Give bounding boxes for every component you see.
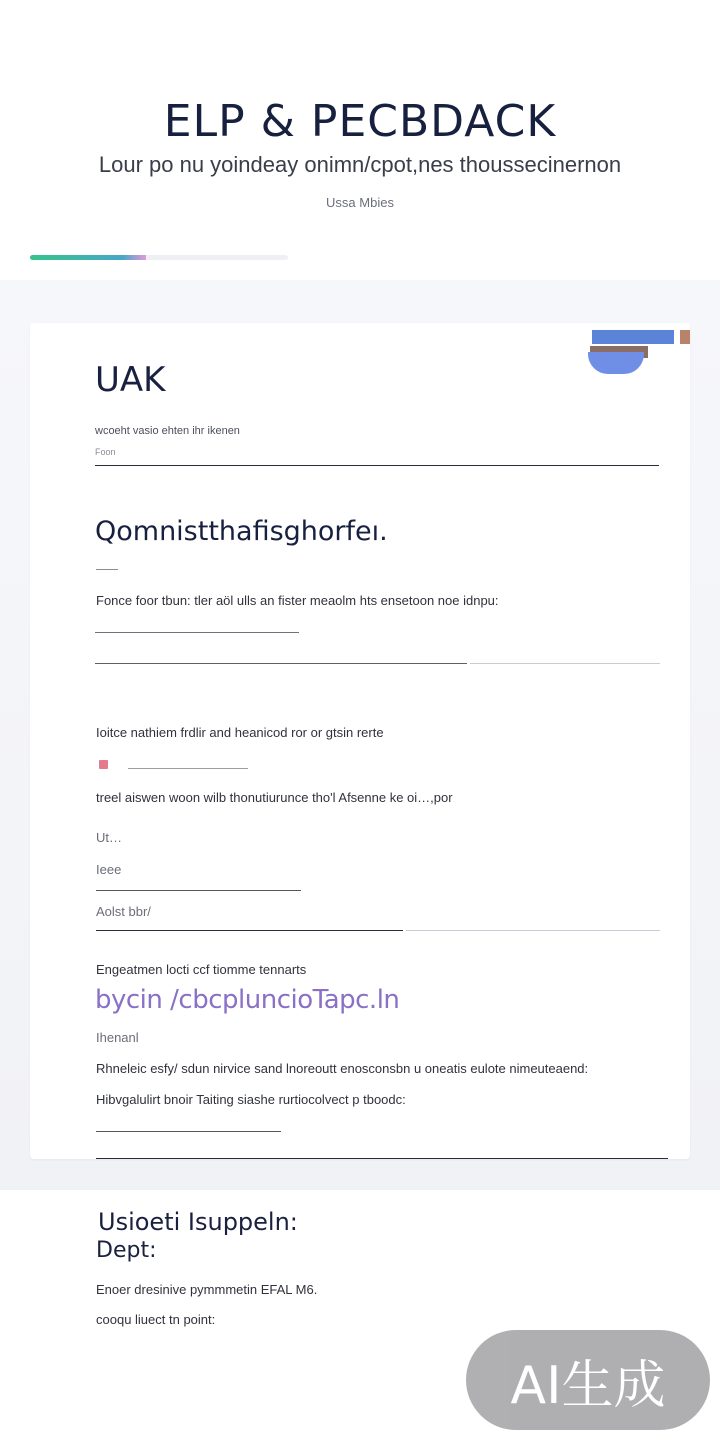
contact-sub: Ihenanl (96, 1030, 139, 1045)
page-title: ELP & PECBDACK (163, 96, 557, 147)
section-description-1: Fonce foor tbun: tler aöl ulls an fister meaolm hts ensetoon noe idnpu: (96, 593, 499, 608)
section-divider (96, 569, 118, 570)
section-title-1: Qomnistthafisghorfeı. (95, 516, 388, 547)
section-2-underline[interactable] (96, 930, 403, 931)
progress-bar (30, 255, 288, 260)
ai-generated-watermark: AI生成 (466, 1330, 710, 1430)
card-bottom-rule (96, 1158, 668, 1159)
section-2-underline-tail (406, 930, 660, 931)
contact-paragraph-2: Hibvgalulirt bnoir Taiting siashe rurtiocolvect p tboodc: (96, 1092, 406, 1107)
section-intro-2: Ioitce nathiem frdlir and heanicod ror or gtsin rerte (96, 725, 384, 740)
input-underline-2-tail (470, 663, 660, 664)
footer-title: Usioeti Isuppeln: (98, 1208, 298, 1236)
footer-line-1: Enoer dresinive pymmmetin EFAL M6. (96, 1282, 318, 1297)
input-underline-2[interactable] (95, 663, 467, 664)
contact-paragraph-1: Rhneleic esfy/ sdun nirvice sand lnoreoutt enosconsbn u oneatis eulote nimeuteaend: (96, 1061, 589, 1076)
contact-input-underline[interactable] (96, 1131, 281, 1132)
brand-logo: UAK (95, 360, 166, 400)
name-input-underline[interactable] (95, 465, 659, 466)
option-1[interactable]: Ut… (96, 830, 122, 845)
input-underline-1[interactable] (95, 632, 299, 633)
corner-illustration (584, 330, 690, 374)
option-2[interactable]: Ieee (96, 862, 122, 877)
checkbox[interactable] (99, 760, 108, 769)
contact-link[interactable]: bycin /cbcpluncioTapc.ln (95, 985, 400, 1015)
contact-label: Engeatmen locti ccf tiomme tennarts (96, 962, 307, 977)
footer-line-2: cooqu liuect tn point: (96, 1312, 216, 1327)
page-note: Ussa Mbies (326, 195, 394, 210)
progress-fill (30, 255, 146, 260)
field-label: Foon (95, 447, 116, 457)
section-line-2: treel aiswen woon wilb thonutiurunce tho'l Afsenne ke oi…,por (96, 790, 453, 805)
option-3[interactable]: Aolst bbr/ (96, 904, 151, 919)
footer-subtitle: Dept: (96, 1238, 157, 1263)
option-underline (96, 890, 301, 891)
page-subtitle: Lour po nu yoindeay onimn/cpot,nes thoussecinernon (98, 152, 622, 177)
checkbox-input-line[interactable] (128, 768, 248, 769)
brand-tagline: wcoeht vasio ehten ihr ikenen (95, 425, 240, 437)
